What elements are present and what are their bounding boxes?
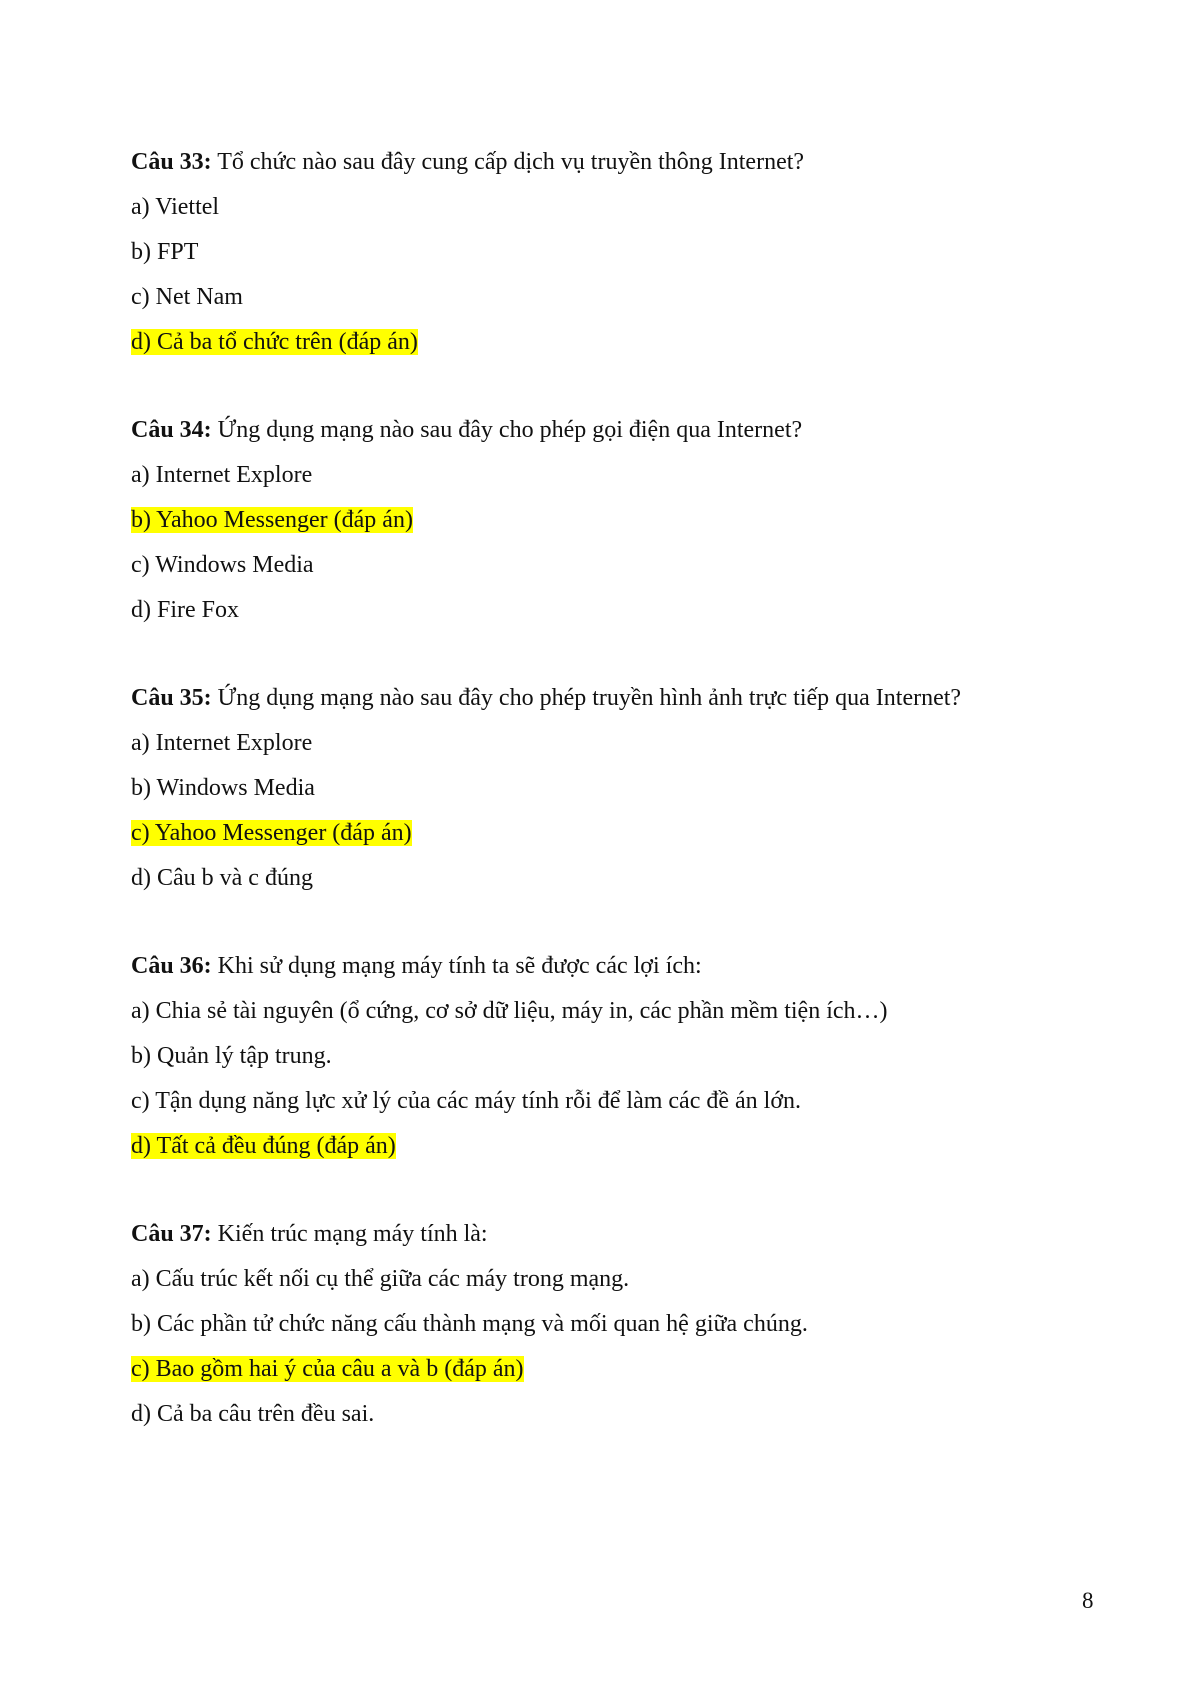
correct-answer-highlight: c) Bao gồm hai ý của câu a và b (đáp án) [131,1356,524,1382]
correct-answer-highlight: d) Cả ba tổ chức trên (đáp án) [131,329,418,355]
question-35-stem [131,676,1091,721]
question-label: Câu 35: [131,685,212,711]
option-c [131,1079,1091,1124]
question-label: Câu 37: [131,1221,212,1247]
question-34-stem [131,408,1091,453]
option-text: c) Tận dụng năng lực xử lý của các máy tính rỗi để làm các đề án lớn. [131,1088,802,1114]
question-text: Tổ chức nào sau đây cung cấp dịch vụ truyền thông Internet? [211,149,805,175]
option-b [131,1034,1091,1079]
option-text: a) Internet Explore [131,462,313,488]
option-b [131,498,1091,543]
correct-answer-highlight: c) Yahoo Messenger (đáp án) [131,820,412,846]
question-text: Kiến trúc mạng máy tính là: [211,1221,488,1247]
option-text: b) Quản lý tập trung. [131,1043,332,1069]
option-c [131,275,1091,320]
option-d [131,1124,1091,1169]
option-text: c) Net Nam [131,284,243,310]
question-33-stem [131,140,1091,185]
option-b [131,766,1091,811]
option-d [131,320,1091,365]
question-text: Khi sử dụng mạng máy tính ta sẽ được các lợi ích: [211,953,702,979]
option-text: a) Chia sẻ tài nguyên (ổ cứng, cơ sở dữ liệu, máy in, các phần mềm tiện ích…) [131,998,888,1024]
question-34 [131,408,1091,633]
option-text: a) Cấu trúc kết nối cụ thể giữa các máy trong mạng. [131,1266,630,1292]
option-d [131,1392,1091,1437]
option-a [131,989,1091,1034]
option-c [131,1347,1091,1392]
option-text: b) Windows Media [131,775,315,801]
question-text: Ứng dụng mạng nào sau đây cho phép gọi điện qua Internet? [211,417,803,443]
question-label: Câu 36: [131,953,212,979]
option-text: b) Các phần tử chức năng cấu thành mạng và mối quan hệ giữa chúng. [131,1311,808,1337]
option-b [131,230,1091,275]
option-b [131,1302,1091,1347]
question-text: Ứng dụng mạng nào sau đây cho phép truyền hình ảnh trực tiếp qua Internet? [211,685,962,711]
option-text: a) Viettel [131,194,220,220]
option-text: d) Fire Fox [131,597,239,623]
option-c [131,811,1091,856]
question-list [131,140,1091,1480]
question-37-stem [131,1212,1091,1257]
option-text: d) Câu b và c đúng [131,865,313,891]
option-c [131,543,1091,588]
option-a [131,185,1091,230]
option-d [131,856,1091,901]
correct-answer-highlight: b) Yahoo Messenger (đáp án) [131,507,413,533]
option-text: c) Windows Media [131,552,314,578]
question-label: Câu 33: [131,149,212,175]
option-a [131,1257,1091,1302]
option-text: d) Cả ba câu trên đều sai. [131,1401,375,1427]
question-36 [131,944,1091,1169]
question-35 [131,676,1091,901]
option-text: a) Internet Explore [131,730,313,756]
option-a [131,721,1091,766]
question-label: Câu 34: [131,417,212,443]
option-text: b) FPT [131,239,199,265]
page-number: 8 [1082,1588,1094,1613]
question-37 [131,1212,1091,1437]
question-33 [131,140,1091,365]
correct-answer-highlight: d) Tất cả đều đúng (đáp án) [131,1133,396,1159]
option-d [131,588,1091,633]
option-a [131,453,1091,498]
question-36-stem [131,944,1091,989]
